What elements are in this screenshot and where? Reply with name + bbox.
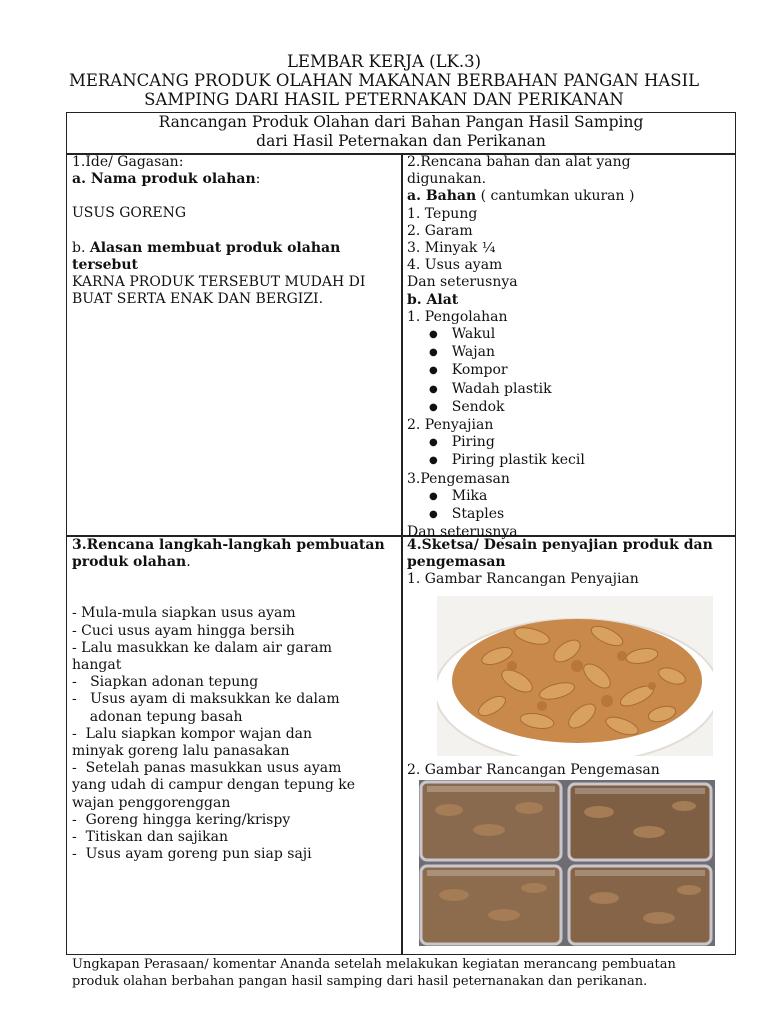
product-name-label: a. Nama produk olahan: [72,171,261,188]
alat-label: b. Alat [407,291,459,308]
title-line-3: SAMPING DARI HASIL PETERNAKAN DAN PERIKANAN [144,90,624,109]
alat-item: ● Mika [407,488,634,506]
sketch-title-1: 4.Sketsa/ Desain penyajian produk dan [407,537,713,553]
packaged-product-image [419,780,715,946]
alat-group-title: 1. Pengolahan [407,308,508,325]
alat-item: ● Sendok [407,399,634,417]
table-header [66,113,736,151]
serving-photo [437,596,713,756]
step-item: - Lalu siapkan kompor wajan dan [72,725,313,742]
serving-image-label: 1. Gambar Rancangan Penyajian [407,571,639,588]
cell-steps [72,537,385,863]
reason-label-2: tersebut [72,256,138,273]
bahan-item: 1. Tepung [407,205,478,222]
packaging-photo [419,780,715,946]
reason-text-1: KARNA PRODUK TERSEBUT MUDAH DI [72,274,366,291]
alat-item: ● Staples [407,506,634,524]
packaging-image-label: 2. Gambar Rancangan Pengemasan [407,762,660,778]
product-name-value: USUS GORENG [72,205,187,222]
table-header-line-2: dari Hasil Peternakan dan Perikanan [256,132,546,150]
step-item: - Usus ayam di maksukkan ke dalam [72,691,340,708]
steps-title-1: 3.Rencana langkah-langkah pembuatan [72,537,385,553]
alat-group-title: 3.Pengemasan [407,470,510,487]
alat-item: ● Kompor [407,362,634,380]
materials-title-2: digunakan. [407,171,487,188]
reflection-line-2: produk olahan berbahan pangan hasil samping dari hasil peternanakan dan perikanan. [72,974,648,989]
step-item: yang udah di campur dengan tepung ke [72,777,356,794]
alat-item: ● Piring [407,434,634,452]
bahan-item: 4. Usus ayam [407,257,503,274]
step-item: wajan penggorenggan [72,794,231,811]
fried-intestine-plate-image [437,596,713,756]
alat-item: ● Wajan [407,344,634,362]
idea-title: 1.Ide/ Gagasan: [72,154,184,170]
step-item: - Siapkan adonan tepung [72,674,259,691]
title-line-1: LEMBAR KERJA (LK.3) [286,52,482,71]
step-item: minyak goreng lalu panasakan [72,743,290,760]
sketch-title-2: pengemasan [407,554,506,571]
alat-group-title: 2. Penyajian [407,417,494,434]
reason-text-2: BUAT SERTA ENAK DAN BERGIZI. [72,291,324,308]
step-item: - Mula-mula siapkan usus ayam [72,605,296,622]
alat-item: ● Wakul [407,326,634,344]
steps-title-2: produk olahan. [72,554,191,571]
step-item: adonan tepung basah [72,708,243,725]
title-line-2: MERANCANG PRODUK OLAHAN MAKANAN BERBAHAN PANGAN HASIL [68,71,700,90]
reason-label: b. Alasan membuat produk olahan [72,239,341,256]
alat-etc: Dan seterusnya [407,524,518,541]
worksheet-title [0,52,768,109]
step-item: - Cuci usus ayam hingga bersih [72,622,295,639]
reflection-line-1: Ungkapan Perasaan/ komentar Ananda setelah melakukan kegiatan merancang pembuatan [72,957,676,972]
table-column-divider [401,153,403,955]
bahan-item: 3. Minyak ¼ [407,240,496,257]
step-item: - Titiskan dan sajikan [72,829,229,846]
step-item: - Goreng hingga kering/krispy [72,811,291,828]
bahan-label: a. Bahan ( cantumkan ukuran ) [407,188,635,205]
bahan-item: 2. Garam [407,222,473,239]
step-item: hangat [72,657,122,674]
step-item: - Usus ayam goreng pun siap saji [72,846,312,863]
reflection-prompt [72,956,676,990]
alat-item: ● Wadah plastik [407,381,634,399]
alat-item: ● Piring plastik kecil [407,452,634,470]
step-item: - Lalu masukkan ke dalam air garam [72,639,333,656]
cell-materials-tools [407,154,634,541]
bahan-etc: Dan seterusnya [407,274,518,291]
cell-idea [72,154,365,308]
table-header-line-1: Rancangan Produk Olahan dari Bahan Pangan Hasil Samping [158,113,644,131]
cell-sketch [407,537,713,589]
step-item: - Setelah panas masukkan usus ayam [72,760,342,777]
materials-title-1: 2.Rencana bahan dan alat yang [407,154,631,170]
